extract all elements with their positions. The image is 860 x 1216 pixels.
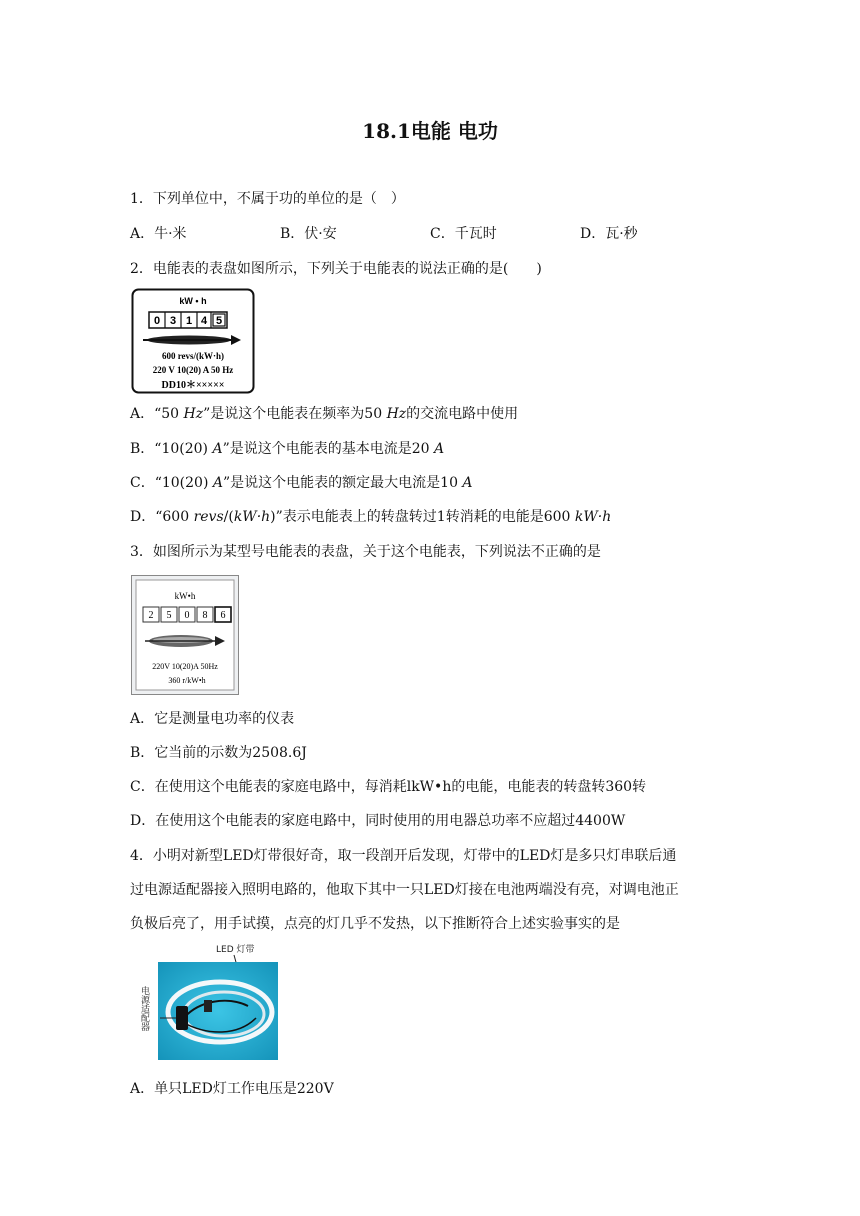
q3-option-a: A．它是测量电功率的仪表 xyxy=(130,711,295,727)
q2-option-c: C．“10(20) A”是说这个电能表的额定最大电流是10 A xyxy=(130,475,473,491)
meter1-model: DD10＊××××× xyxy=(161,380,225,391)
q2-option-d: D．“600 revs/(kW·h)”表示电能表上的转盘转过1转消耗的电能是600 kW·h xyxy=(130,509,612,525)
meter1-digit: 3 xyxy=(169,315,177,327)
q1-option-d: D．瓦·秒 xyxy=(580,226,638,242)
question-4-stem-line-2: 过电源适配器接入照明电路的，他取下其中一只LED灯接在电池两端没有亮，对调电池正 xyxy=(130,882,679,898)
electric-meter-figure-2 xyxy=(131,575,239,695)
meter1-digit: 1 xyxy=(185,315,193,327)
question-4-stem-line-3: 负极后亮了，用手试摸，点亮的灯几乎不发热，以下推断符合上述实验事实的是 xyxy=(130,916,620,932)
meter2-digit: 6 xyxy=(220,610,226,621)
q3-option-b: B．它当前的示数为2508.6J xyxy=(130,745,307,761)
meter2-digit: 0 xyxy=(184,610,190,621)
q4-option-a: A．单只LED灯工作电压是220V xyxy=(130,1081,334,1097)
question-2-stem: 2．电能表的表盘如图所示，下列关于电能表的说法正确的是( ) xyxy=(130,261,542,277)
electric-meter-figure-1 xyxy=(131,288,255,394)
q1-option-c: C．千瓦时 xyxy=(430,226,497,242)
meter1-revs: 600 revs/(kW·h) xyxy=(161,351,225,361)
q1-option-b: B．伏·安 xyxy=(280,226,337,242)
question-4-stem-line-1: 4．小明对新型LED灯带很好奇，取一段剖开后发现，灯带中的LED灯是多只灯串联后通 xyxy=(130,848,677,864)
meter1-unit: kW • h xyxy=(179,296,207,306)
photo-label-led-strip: LED 灯带 xyxy=(216,945,255,955)
meter2-unit: kW•h xyxy=(174,591,196,601)
q1-option-a: A．牛·米 xyxy=(130,226,187,242)
meter2-digit: 5 xyxy=(166,610,172,621)
meter1-digit: 5 xyxy=(215,315,223,327)
meter1-digit: 0 xyxy=(153,315,161,327)
meter1-digit: 4 xyxy=(200,315,208,327)
meter2-digit: 2 xyxy=(148,610,154,621)
q2-option-a: A．“50 Hz”是说这个电能表在频率为50 Hz的交流电路中使用 xyxy=(130,406,519,422)
meter1-spec: 220 V 10(20) A 50 Hz xyxy=(152,365,234,375)
question-1-stem: 1．下列单位中，不属于功的单位的是（ ） xyxy=(130,191,405,207)
q3-option-d: D．在使用这个电能表的家庭电路中，同时使用的用电器总功率不应超过4400W xyxy=(130,813,626,829)
meter2-spec: 220V 10(20)A 50Hz xyxy=(152,662,218,671)
meter2-revs: 360 r/kW•h xyxy=(168,676,206,685)
photo-label-power-adapter: 电源适配器 xyxy=(139,986,149,1031)
meter2-digit: 8 xyxy=(202,610,208,621)
led-strip-photo xyxy=(138,940,283,1062)
question-3-stem: 3．如图所示为某型号电能表的表盘，关于这个电能表，下列说法不正确的是 xyxy=(130,544,601,560)
q3-option-c: C．在使用这个电能表的家庭电路中，每消耗lkW•h的电能，电能表的转盘转360转 xyxy=(130,779,647,795)
q2-option-b: B．“10(20) A”是说这个电能表的基本电流是20 A xyxy=(130,441,445,457)
page-title: 18.1电能 电功 xyxy=(362,119,498,143)
